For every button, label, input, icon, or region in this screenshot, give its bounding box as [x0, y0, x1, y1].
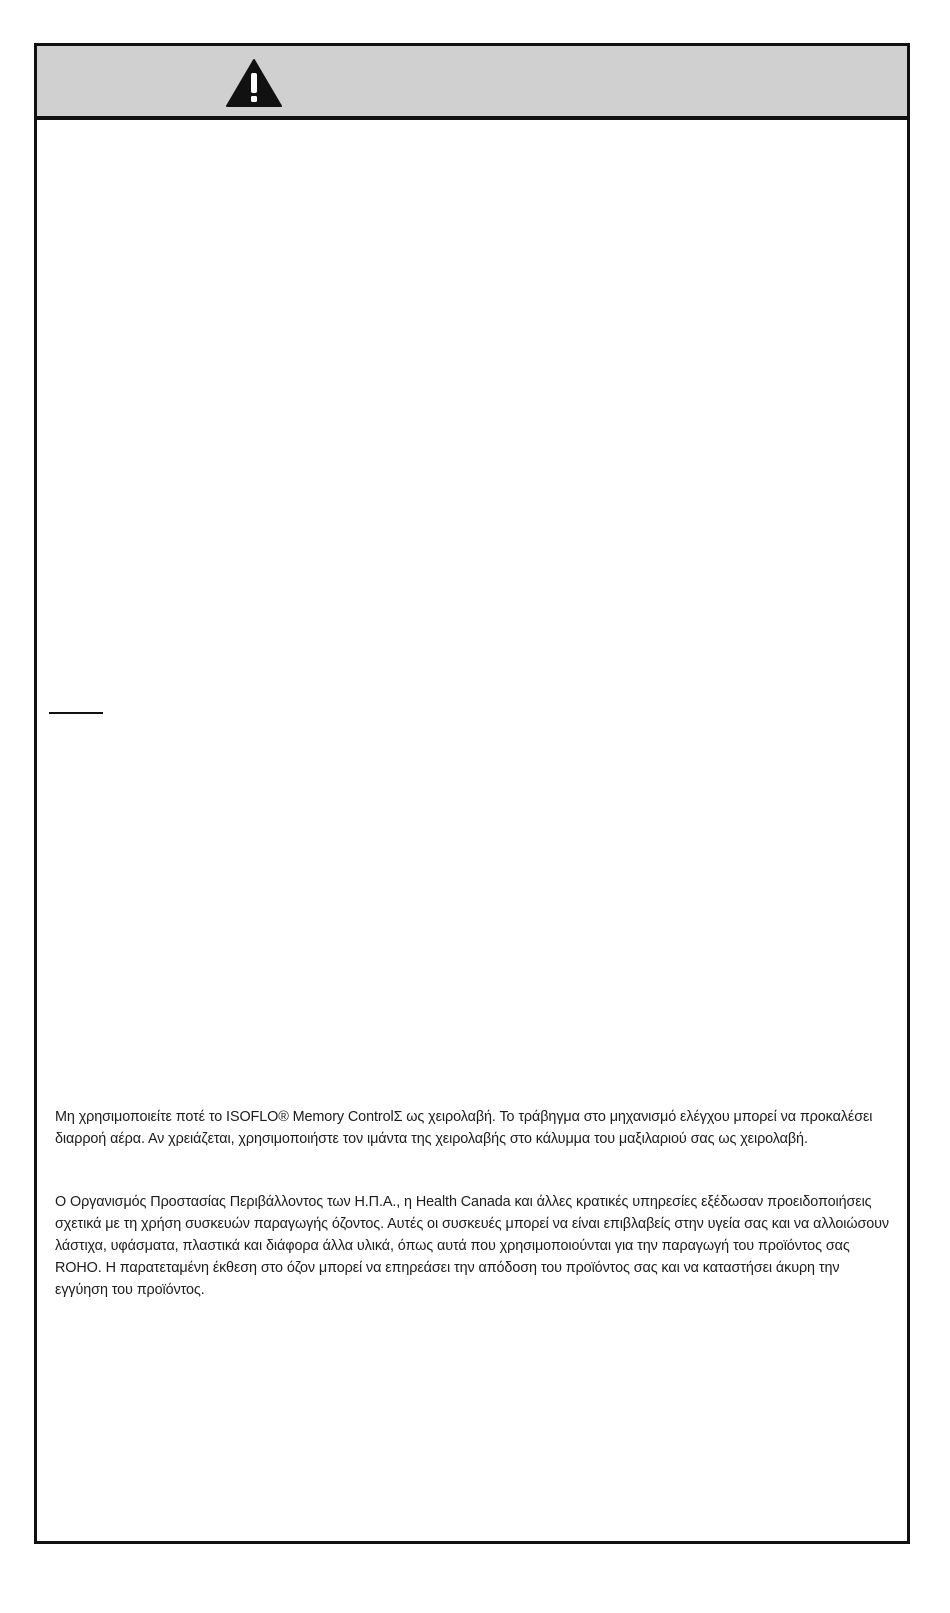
warning-box [34, 43, 910, 1544]
warning-triangle-icon [225, 58, 283, 108]
warning-paragraph-handle: Μη χρησιμοποιείτε ποτέ το ISOFLO® Memory ControlΣ ως χειρολαβή. Το τράβηγμα στο μηχανισμό ελέγχου μπορεί να προκαλέσει διαρροή αέρα. Αν χρειάζεται, χρησιμοποιήστε τον ιμάντα της χειρολαβής στο κάλυμμα του μαξιλαριού σας ως χειρολαβή. [55, 1109, 873, 1147]
warning-paragraph-ozone: Ο Οργανισμός Προστασίας Περιβάλλοντος των Η.Π.Α., η Health Canada και άλλες κρατικές υπηρεσίες εξέδωσαν προειδοποιήσεις σχετικά με τη χρήση συσκευών παραγωγής όζοντος. Αυτές οι συσκευές μπορεί να είναι επιβλαβείς στην υγεία σας και να αλλοιώσουν λάστιχα, υφάσματα, πλαστικά και διάφορα άλλα υλικά, όπως αυτά που χρησιμοποιούνται για την παραγωγή του προϊόντος σας ROHO. Η παρατεταμένη έκθεση στο όζον μπορεί να επηρεάσει την απόδοση του προϊόντος σας και να καταστήσει άκυρη την εγγύηση του προϊόντος. [55, 1194, 890, 1298]
warning-header [37, 46, 907, 120]
separator-line [49, 712, 103, 714]
